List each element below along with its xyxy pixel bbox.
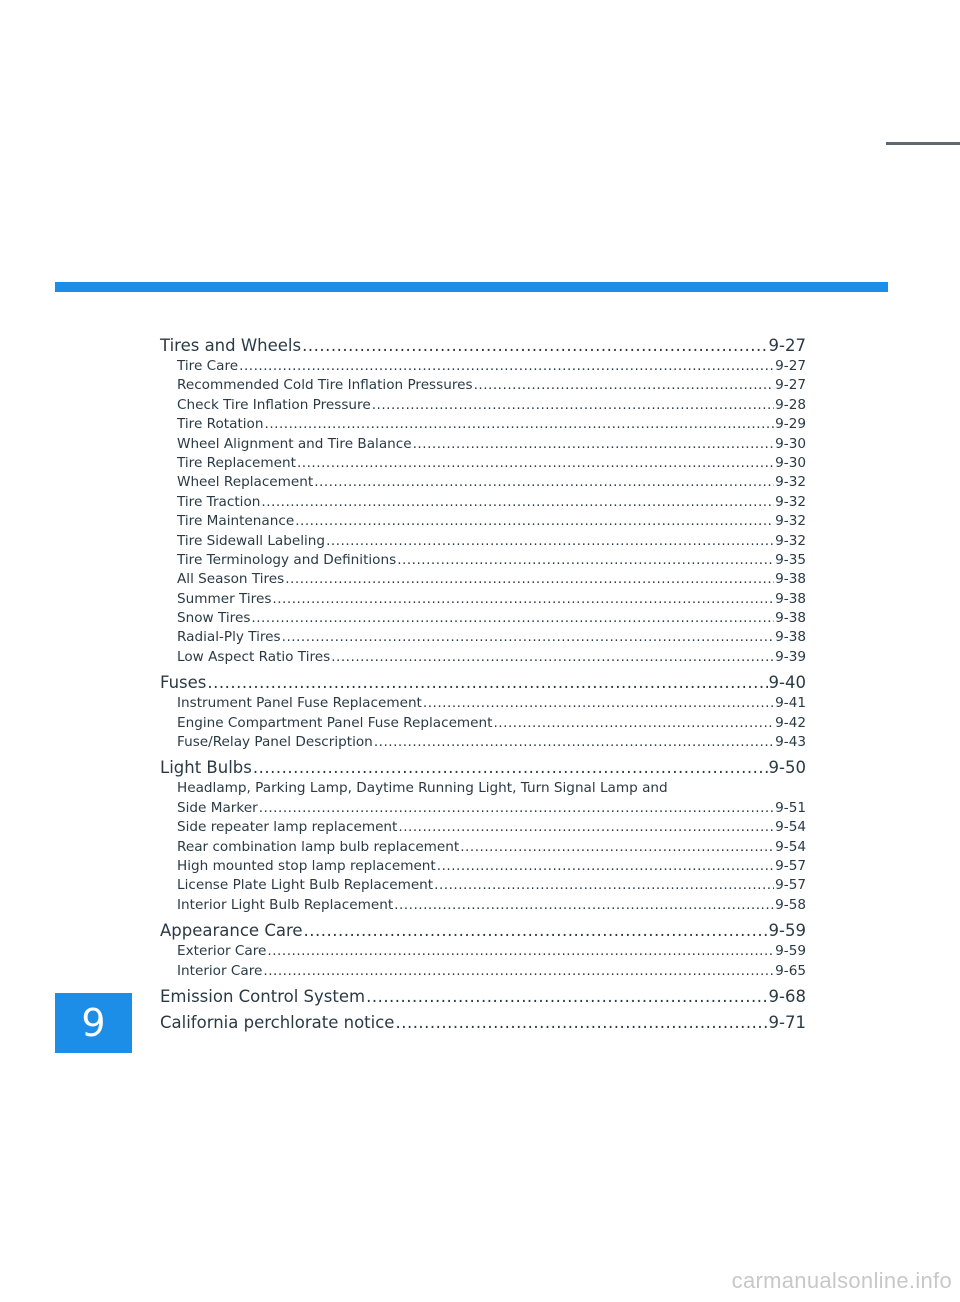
toc-item[interactable] <box>160 454 806 473</box>
item-page: 9-58 <box>775 896 806 913</box>
dot-leader <box>282 628 775 647</box>
item-page: 9-39 <box>775 648 806 665</box>
watermark-url: carmanualsonline.info <box>731 1268 952 1293</box>
toc-item[interactable] <box>160 942 806 961</box>
item-title: Rear combination lamp bulb replacement <box>177 838 460 855</box>
item-title: Instrument Panel Fuse Replacement <box>177 695 422 712</box>
item-title: Tire Sidewall Labeling <box>177 532 326 549</box>
dot-leader <box>304 920 768 942</box>
section-page: 9-50 <box>768 758 806 778</box>
dot-leader <box>398 818 774 837</box>
section-page: 9-68 <box>768 986 806 1006</box>
section-page: 9-40 <box>768 673 806 693</box>
item-page: 9-35 <box>775 551 806 568</box>
dot-leader <box>434 876 774 895</box>
item-page: 9-29 <box>775 416 806 433</box>
item-page: 9-32 <box>775 513 806 530</box>
toc-item[interactable] <box>160 838 806 857</box>
dot-leader <box>267 942 774 961</box>
item-page: 9-32 <box>775 474 806 491</box>
item-title: License Plate Light Bulb Replacement <box>177 877 434 894</box>
toc-item[interactable] <box>160 648 806 667</box>
toc-item[interactable] <box>160 733 806 752</box>
dot-leader <box>493 714 774 733</box>
toc-item[interactable] <box>160 396 806 415</box>
toc-item[interactable] <box>160 473 806 492</box>
dot-leader <box>374 733 774 752</box>
dot-leader <box>285 570 774 589</box>
item-title: Snow Tires <box>177 610 251 627</box>
toc-item[interactable] <box>160 551 806 570</box>
item-page: 9-54 <box>775 838 806 855</box>
item-title: Exterior Care <box>177 943 267 960</box>
section-page: 9-27 <box>768 336 806 355</box>
item-page: 9-57 <box>775 857 806 874</box>
chapter-tab[interactable]: 9 <box>55 993 132 1053</box>
section-page: 9-59 <box>768 921 806 941</box>
toc-section[interactable] <box>160 672 806 694</box>
toc-item[interactable] <box>160 962 806 981</box>
toc-item[interactable] <box>160 493 806 512</box>
dot-leader <box>331 648 774 667</box>
toc-item[interactable] <box>160 818 806 837</box>
dot-leader <box>263 962 774 981</box>
item-page: 9-32 <box>775 493 806 510</box>
dot-leader <box>295 512 774 531</box>
dot-leader <box>397 551 774 570</box>
dot-leader <box>251 609 774 628</box>
toc-section[interactable] <box>160 757 806 779</box>
toc-item[interactable] <box>160 609 806 628</box>
toc-item[interactable] <box>160 570 806 589</box>
item-title: Tire Maintenance <box>177 513 295 530</box>
toc-item[interactable] <box>160 799 806 818</box>
toc-item[interactable] <box>160 357 806 376</box>
item-title: Fuse/Relay Panel Description <box>177 734 373 751</box>
toc-section[interactable] <box>160 986 806 1008</box>
item-page: 9-30 <box>775 454 806 471</box>
dot-leader <box>460 838 774 857</box>
item-page: 9-41 <box>775 695 806 712</box>
table-of-contents <box>160 335 806 1034</box>
toc-item[interactable] <box>160 376 806 395</box>
item-page: 9-42 <box>775 714 806 731</box>
item-page: 9-65 <box>775 962 806 979</box>
item-page: 9-57 <box>775 877 806 894</box>
dot-leader <box>272 590 774 609</box>
item-page: 9-30 <box>775 435 806 452</box>
dot-leader <box>253 757 768 779</box>
dot-leader <box>302 335 767 357</box>
item-title: Side repeater lamp replacement <box>177 819 398 836</box>
item-title: All Season Tires <box>177 571 285 588</box>
item-title: Wheel Replacement <box>177 474 314 491</box>
toc-item-first-line[interactable]: Headlamp, Parking Lamp, Daytime Running Light, Turn Signal Lamp and <box>177 780 668 797</box>
dot-leader <box>314 473 774 492</box>
item-page: 9-54 <box>775 819 806 836</box>
dot-leader <box>395 1012 767 1034</box>
dot-leader <box>259 799 774 818</box>
item-title: High mounted stop lamp replacement <box>177 857 436 874</box>
toc-item[interactable] <box>160 857 806 876</box>
dot-leader <box>265 415 775 434</box>
dot-leader <box>413 435 775 454</box>
item-title: Interior Light Bulb Replacement <box>177 896 394 913</box>
section-title: Light Bulbs <box>160 758 252 778</box>
item-title: Tire Traction <box>177 493 261 510</box>
item-title: Radial-Ply Tires <box>177 629 281 646</box>
item-page: 9-27 <box>775 377 806 394</box>
toc-section[interactable] <box>160 1012 806 1034</box>
header-bar <box>55 282 888 292</box>
toc-item[interactable] <box>160 435 806 454</box>
dot-leader <box>474 376 775 395</box>
toc-item[interactable] <box>160 512 806 531</box>
dot-leader <box>437 857 774 876</box>
item-page: 9-28 <box>775 396 806 413</box>
toc-section[interactable] <box>160 335 806 357</box>
section-title: California perchlorate notice <box>160 1012 395 1032</box>
item-title: Tire Rotation <box>177 416 264 433</box>
section-title: Emission Control System <box>160 986 366 1006</box>
item-page: 9-59 <box>775 943 806 960</box>
toc-item[interactable] <box>160 415 806 434</box>
dot-leader <box>372 396 774 415</box>
item-title: Wheel Alignment and Tire Balance <box>177 435 412 452</box>
toc-item[interactable] <box>160 694 806 713</box>
item-title: Check Tire Inflation Pressure <box>177 396 371 413</box>
item-title: Engine Compartment Panel Fuse Replacement <box>177 714 493 731</box>
item-title: Tire Care <box>177 358 239 374</box>
item-page: 9-27 <box>775 358 806 374</box>
dot-leader <box>394 896 774 915</box>
item-page: 9-38 <box>775 571 806 588</box>
item-title: Recommended Cold Tire Inflation Pressures <box>177 377 473 394</box>
toc-item[interactable] <box>160 714 806 733</box>
toc-item[interactable] <box>160 896 806 915</box>
section-title: Tires and Wheels <box>160 336 302 355</box>
toc-item[interactable] <box>160 590 806 609</box>
item-page: 9-51 <box>775 799 806 816</box>
item-page: 9-43 <box>775 734 806 751</box>
dot-leader <box>297 454 774 473</box>
corner-rule <box>886 142 960 145</box>
item-page: 9-38 <box>775 629 806 646</box>
section-title: Fuses <box>160 673 207 693</box>
item-title: Low Aspect Ratio Tires <box>177 648 331 665</box>
toc-item[interactable] <box>160 628 806 647</box>
section-page: 9-71 <box>768 1012 806 1032</box>
dot-leader <box>261 493 774 512</box>
dot-leader <box>326 532 774 551</box>
section-title: Appearance Care <box>160 921 303 941</box>
item-title: Interior Care <box>177 962 263 979</box>
item-page: 9-32 <box>775 532 806 549</box>
toc-section[interactable] <box>160 920 806 942</box>
toc-item[interactable] <box>160 876 806 895</box>
item-page: 9-38 <box>775 610 806 627</box>
item-title: Summer Tires <box>177 590 272 607</box>
item-title: Tire Replacement <box>177 454 296 471</box>
dot-leader <box>366 986 767 1008</box>
dot-leader <box>207 672 767 694</box>
dot-leader <box>423 694 774 713</box>
item-page: 9-38 <box>775 590 806 607</box>
dot-leader <box>239 357 774 376</box>
item-title: Side Marker <box>177 799 258 816</box>
item-title: Tire Terminology and Definitions <box>177 551 397 568</box>
toc-item[interactable] <box>160 532 806 551</box>
